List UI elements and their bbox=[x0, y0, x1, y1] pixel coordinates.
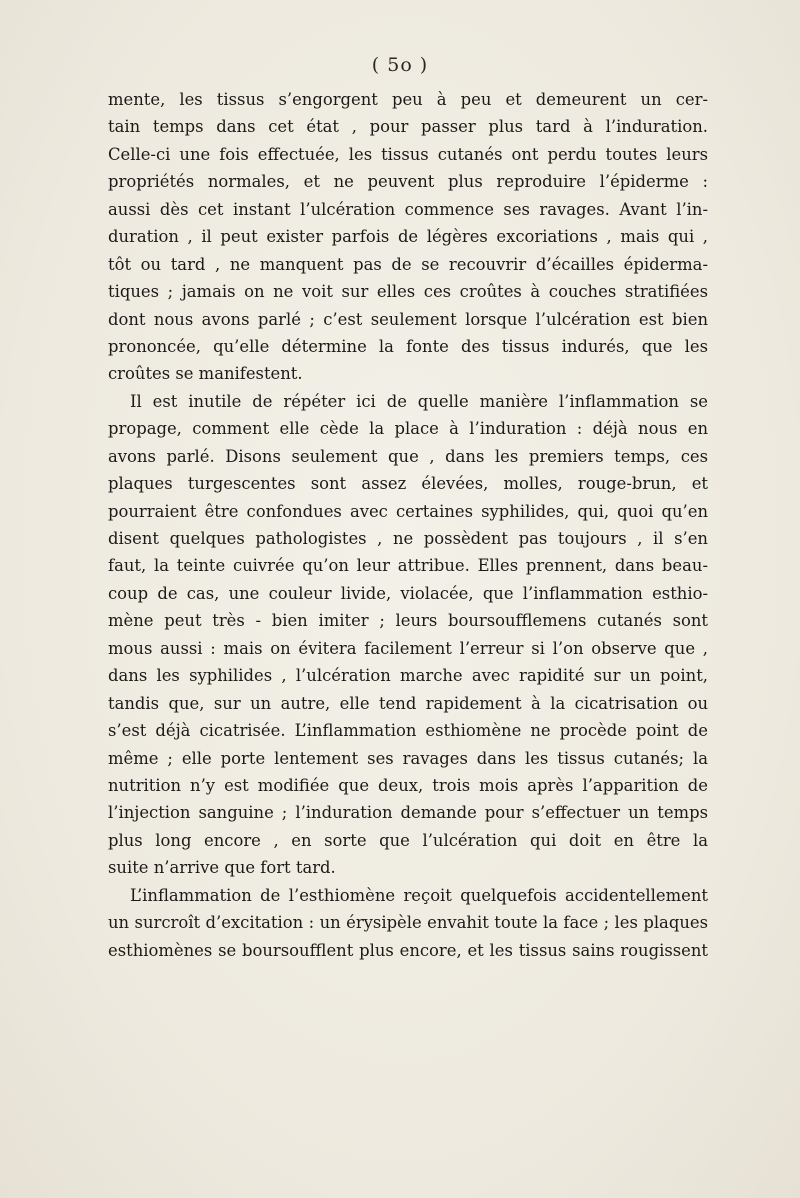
text-line: disent quelques pathologistes , ne possèdent pas toujours , il s’en bbox=[108, 529, 708, 548]
text-line: tandis que, sur un autre, elle tend rapidement à la cicatrisation ou bbox=[108, 693, 708, 713]
body-text bbox=[108, 86, 708, 964]
text-line: avons parlé. Disons seulement que , dans les premiers temps, ces bbox=[108, 446, 708, 466]
text-line: duration , il peut exister parfois de légères excoriations , mais qui , bbox=[108, 227, 708, 247]
text-line: tain temps dans cet état , pour passer plus tard à l’induration. bbox=[108, 117, 708, 137]
page-number: ( 5o ) bbox=[371, 54, 429, 76]
text-line: plus long encore , en sorte que l’ulcération qui doit en être la bbox=[108, 830, 708, 850]
text-line: esthiomènes se boursoufflent plus encore, et les tissus sains rougissent bbox=[108, 940, 708, 960]
paragraph-end-line: croûtes se manifestent. bbox=[108, 364, 303, 384]
text-line: aussi dès cet instant l’ulcération commence ses ravages. Avant l’in- bbox=[108, 199, 708, 219]
text-line: propriétés normales, et ne peuvent plus reproduire l’épiderme : bbox=[108, 172, 708, 192]
paragraph-end-line: suite n’arrive que fort tard. bbox=[108, 858, 336, 878]
text-line: faut, la teinte cuivrée qu’on leur attribue. Elles prennent, dans beau- bbox=[108, 556, 708, 576]
text-line: dont nous avons parlé ; c’est seulement lorsque l’ulcération est bien bbox=[108, 309, 708, 329]
paragraph-start-line: L’inflammation de l’esthiomène reçoit quelquefois accidentellement bbox=[130, 885, 708, 905]
text-line: un surcroît d’excitation : un érysipèle envahit toute la face ; les plaques bbox=[108, 913, 708, 933]
text-line: nutrition n’y est modifiée que deux, trois mois après l’apparition de bbox=[108, 775, 708, 795]
text-line: plaques turgescentes sont assez élevées, molles, rouge-brun, et bbox=[108, 474, 708, 494]
text-line: pourraient être confondues avec certaines syphilides, qui, quoi qu’en bbox=[108, 501, 708, 521]
text-line: coup de cas, une couleur livide, violacée, que l’inflammation esthio- bbox=[108, 583, 708, 603]
text-line: l’injection sanguine ; l’induration demande pour s’effectuer un temps bbox=[108, 803, 708, 823]
text-line: s’est déjà cicatrisée. L’inflammation esthiomène ne procède point de bbox=[108, 721, 708, 741]
text-line: dans les syphilides , l’ulcération marche avec rapidité sur un point, bbox=[108, 666, 708, 686]
paragraph-start-line: Il est inutile de répéter ici de quelle manière l’inflammation se bbox=[130, 391, 708, 411]
text-line: même ; elle porte lentement ses ravages dans les tissus cutanés; la bbox=[108, 748, 708, 768]
text-line: mène peut très - bien imiter ; leurs boursoufflemens cutanés sont bbox=[108, 611, 708, 631]
text-line: mous aussi : mais on évitera facilement l’erreur si l’on observe que , bbox=[108, 638, 708, 658]
text-line: Celle-ci une fois effectuée, les tissus cutanés ont perdu toutes leurs bbox=[108, 144, 708, 164]
text-line: prononcée, qu’elle détermine la fonte des tissus indurés, que les bbox=[108, 336, 708, 356]
text-line: tôt ou tard , ne manquent pas de se recouvrir d’écailles épiderma- bbox=[108, 254, 708, 274]
text-line: tiques ; jamais on ne voit sur elles ces croûtes à couches stratifiées bbox=[108, 282, 708, 302]
text-line: propage, comment elle cède la place à l’induration : déjà nous en bbox=[108, 419, 708, 439]
text-line: mente, les tissus s’engorgent peu à peu et demeurent un cer- bbox=[108, 90, 708, 109]
